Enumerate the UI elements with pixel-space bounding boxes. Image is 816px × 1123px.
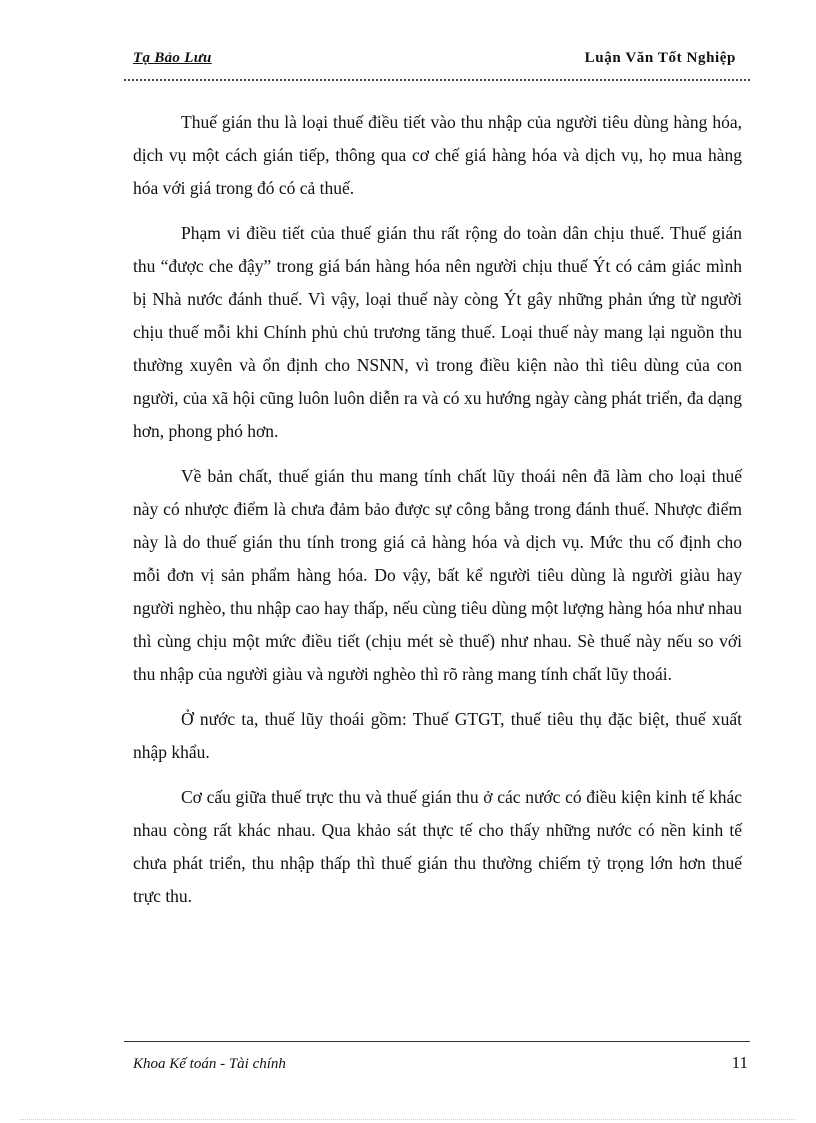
page-body bbox=[133, 106, 742, 925]
paragraph-2: Phạm vi điều tiết của thuế gián thu rất rộng do toàn dân chịu thuế. Thuế gián thu “được che đậy” trong giá bán hàng hóa nên người chịu thuế Ýt có cảm giác mình bị Nhà nước đánh thuế. Vì vậy, loại thuế này còng Ýt gây những phản ứng từ người chịu thuế mỗi khi Chính phủ chủ trương tăng thuế. Loại thuế này mang lại nguồn thu thường xuyên và ổn định cho NSNN, vì trong điều kiện nào thì tiêu dùng của con người, của xã hội cũng luôn luôn diễn ra và có xu hướng ngày càng phát triển, đa dạng hơn, phong phó hơn. bbox=[133, 223, 742, 441]
paragraph-3: Về bản chất, thuế gián thu mang tính chất lũy thoái nên đã làm cho loại thuế này có nhược điểm là chưa đảm bảo được sự công bằng trong đánh thuế. Nhược điểm này là do thuế gián thu tính trong giá cả hàng hóa và dịch vụ. Mức thu cố định cho mỗi đơn vị sản phẩm hàng hóa. Do vậy, bất kể người tiêu dùng là người giàu hay người nghèo, thu nhập cao hay thấp, nếu cùng tiêu dùng một lượng hàng hóa như nhau thì cùng chịu một mức điều tiết (chịu mét sè thuế) như nhau. Sè thuế này nếu so với thu nhập của người giàu và người nghèo thì rõ ràng mang tính chất lũy thoái. bbox=[133, 466, 742, 684]
footer-divider bbox=[124, 1041, 750, 1042]
paragraph-5: Cơ cấu giữa thuế trực thu và thuế gián thu ở các nước có điều kiện kinh tế khác nhau còng rất khác nhau. Qua khảo sát thực tế cho thấy những nước có nền kinh tế chưa phát triển, thu nhập thấp thì thuế gián thu thường chiếm tỷ trọng lớn hơn thuế trực thu. bbox=[133, 787, 742, 906]
paragraph-1: Thuế gián thu là loại thuế điều tiết vào thu nhập của người tiêu dùng hàng hóa, dịch vụ một cách gián tiếp, thông qua cơ chế giá hàng hóa và dịch vụ, họ mua hàng hóa với giá trong đó có cả thuế. bbox=[133, 112, 742, 198]
paragraph-4: Ở nước ta, thuế lũy thoái gồm: Thuế GTGT, thuế tiêu thụ đặc biệt, thuế xuất nhập khẩu. bbox=[133, 709, 742, 762]
page-bottom-border bbox=[20, 1119, 796, 1120]
header-divider bbox=[124, 79, 750, 81]
header-document-type: Luận Văn Tốt Nghiệp bbox=[584, 50, 736, 66]
header-author: Tạ Bảo Lưu bbox=[133, 50, 212, 66]
page-number: 11 bbox=[731, 1053, 748, 1072]
footer-department: Khoa Kế toán - Tài chính bbox=[133, 1056, 286, 1072]
